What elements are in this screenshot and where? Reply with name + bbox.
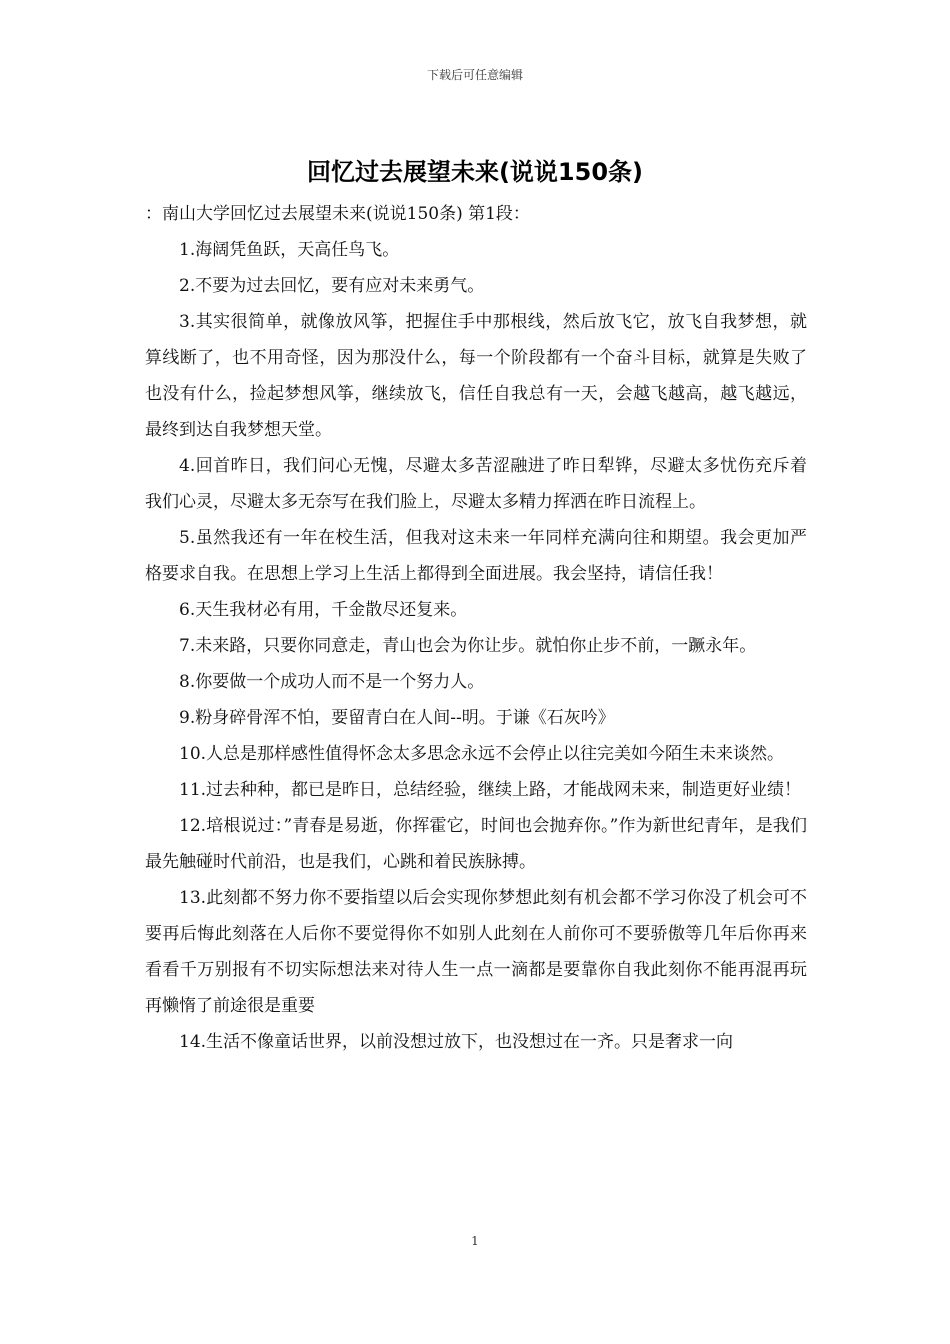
lead-line: ：南山大学回忆过去展望未来(说说150条) 第1段：	[145, 204, 530, 224]
paragraph: 10.人总是那样感性值得怀念太多思念永远不会停止以往完美如今陌生未来谈然。	[179, 744, 785, 764]
paragraph: 3.其实很简单，就像放风筝，把握住手中那根线，然后放飞它，放飞自我梦想，就算线断了，也不用奇怪，因为那没什么，每一个阶段都有一个奋斗目标，就算是失败了也没有什么，捡起梦想风筝，继续放飞，信任自我总有一天，会越飞越高，越飞越远，最终到达自我梦想天堂。	[145, 312, 807, 440]
paragraph: 5.虽然我还有一年在校生活，但我对这未来一年同样充满向往和期望。我会更加严格要求自我。在思想上学习上生活上都得到全面进展。我会坚持，请信任我！	[145, 528, 807, 584]
page-number: 1	[471, 1234, 479, 1248]
paragraph: 4.回首昨日，我们问心无愧，尽避太多苦涩融进了昨日犁铧，尽避太多忧伤充斥着我们心灵，尽避太多无奈写在我们脸上，尽避太多精力挥洒在昨日流程上。	[145, 456, 807, 512]
paragraph: 8.你要做一个成功人而不是一个努力人。	[179, 672, 485, 692]
page-header: 下载后可任意编辑	[426, 68, 523, 82]
paragraph: 13.此刻都不努力你不要指望以后会实现你梦想此刻有机会都不学习你没了机会可不要再后悔此刻落在人后你不要觉得你不如别人此刻在人前你可不要骄傲等几年后你再来看看千万别报有不切实际想法来对待人生一点一滴都是要靠你自我此刻你不能再混再玩再懒惰了前途很是重要	[145, 888, 807, 1016]
paragraph: 1.海阔凭鱼跃，天高任鸟飞。	[179, 240, 400, 260]
document-body	[145, 196, 807, 1060]
paragraph: 6.天生我材必有用，千金散尽还复来。	[179, 600, 468, 620]
paragraph: 7.未来路，只要你同意走，青山也会为你让步。就怕你止步不前，一蹶永年。	[179, 636, 757, 656]
paragraph: 2.不要为过去回忆，要有应对未来勇气。	[179, 276, 485, 296]
paragraph: 9.粉身碎骨浑不怕，要留青白在人间--明。于谦《石灰吟》	[179, 708, 615, 728]
paragraph: 11.过去种种，都已是昨日，总结经验，继续上路，才能战网未来，制造更好业绩！	[179, 780, 802, 800]
document-title: 回忆过去展望未来(说说150条)	[306, 158, 644, 186]
paragraph: 12.培根说过：”青春是易逝，你挥霍它，时间也会抛弃你。”作为新世纪青年，是我们最先触碰时代前沿，也是我们，心跳和着民族脉搏。	[145, 816, 807, 872]
paragraph: 14.生活不像童话世界，以前没想过放下，也没想过在一齐。只是奢求一向	[179, 1032, 734, 1052]
